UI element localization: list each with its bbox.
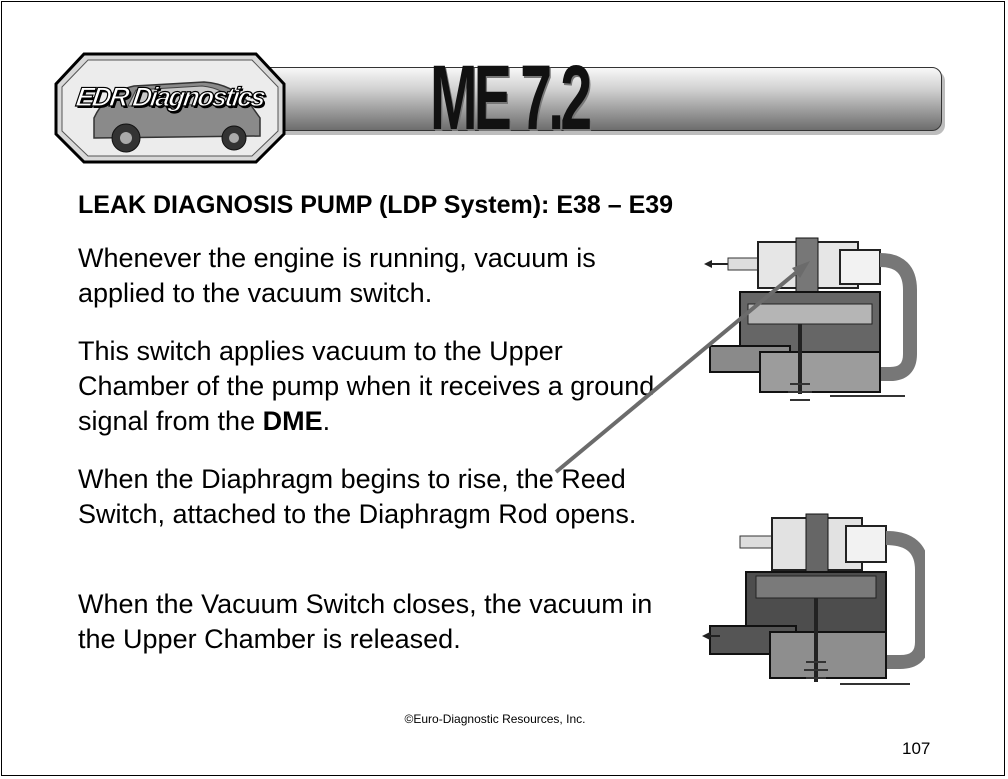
- paragraph-text: This switch applies vacuum to the Upper Chamber of the pump when it receives a ground signal from the: [78, 336, 655, 436]
- paragraph-punct: .: [322, 406, 331, 436]
- section-heading: LEAK DIAGNOSIS PUMP (LDP System): E38 – E39: [78, 191, 674, 219]
- paragraph-diaphragm-rise: When the Diaphragm begins to rise, the Reed Switch, attached to the Diaphragm Rod opens.: [78, 464, 637, 529]
- paragraph-engine-running: Whenever the engine is running, vacuum is applied to the vacuum switch.: [78, 243, 596, 308]
- page-number: 107: [902, 739, 931, 758]
- dme-term: DME: [262, 406, 323, 436]
- logo-text: EDR Diagnostics: [74, 82, 266, 112]
- slide-title: ME 7.2: [430, 47, 589, 149]
- paragraph-vacuum-closes: When the Vacuum Switch closes, the vacuum in the Upper Chamber is released.: [78, 589, 653, 654]
- copyright-footer: ©Euro-Diagnostic Resources, Inc.: [404, 712, 586, 726]
